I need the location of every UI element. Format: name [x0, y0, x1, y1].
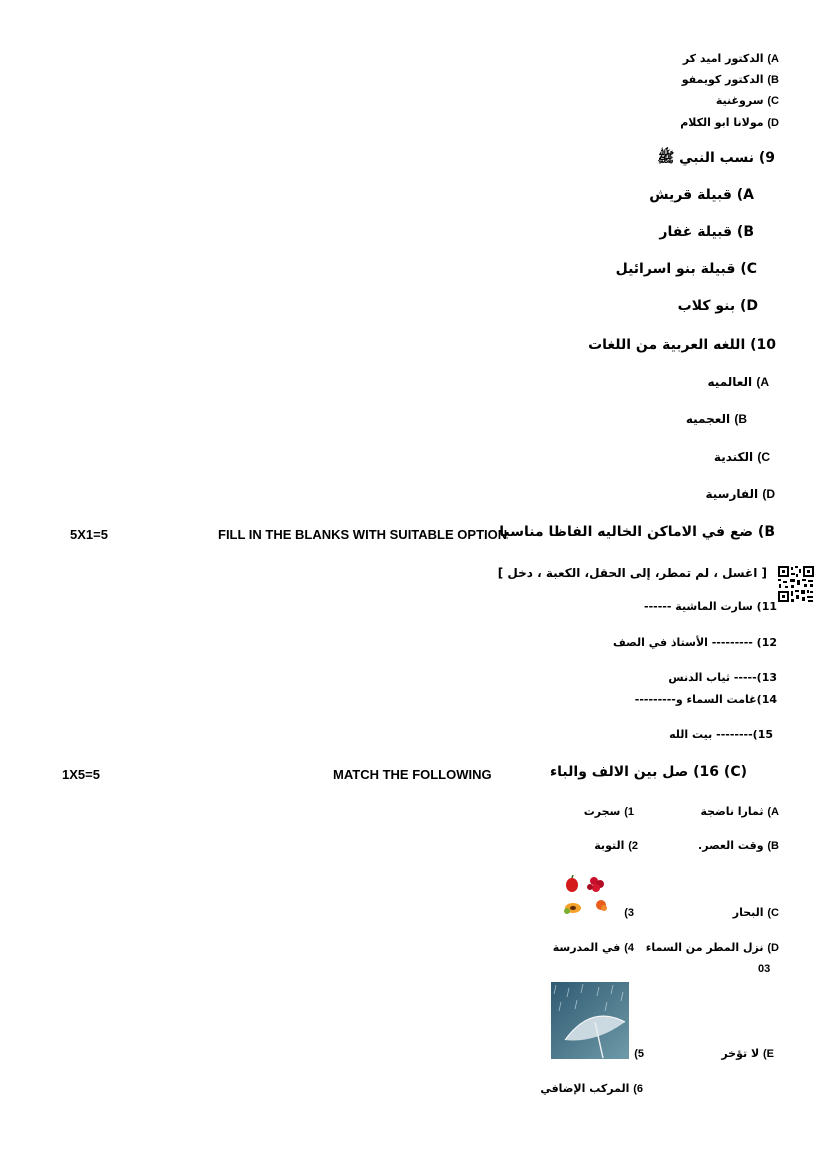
match-text: نزل المطر من السماء — [645, 941, 764, 954]
q9-option-b — [659, 224, 754, 240]
q10-option-d — [705, 487, 775, 501]
match-number: 5) — [634, 1048, 644, 1060]
match-letter: E) — [762, 1048, 774, 1060]
blank-item-15: 15)-------- بيت الله — [669, 728, 773, 741]
page-number: 03 — [758, 963, 771, 975]
fruits-image — [560, 875, 612, 921]
match-letter: A) — [767, 806, 779, 818]
option-letter: B) — [734, 412, 747, 426]
q10-option-c — [714, 450, 770, 464]
option-letter: D) — [762, 487, 775, 501]
match-left-d — [646, 941, 779, 954]
match-text: في المدرسة — [552, 941, 621, 954]
blank-item-12: 12) --------- الأستاذ في الصف — [613, 636, 777, 649]
q9-option-d — [678, 298, 758, 314]
match-text: لا تؤخر — [721, 1047, 760, 1060]
match-text: المركب الإضافي — [540, 1082, 630, 1095]
q8-option-a — [683, 52, 779, 65]
match-right-3 — [624, 906, 634, 919]
match-left-c — [733, 906, 779, 919]
option-letter: C) — [740, 261, 757, 277]
match-text: التوبة — [594, 839, 625, 852]
option-letter: C) — [767, 95, 779, 107]
option-letter: C) — [757, 450, 770, 464]
q9-question: 9) نسب النبي ﷺ — [657, 150, 775, 166]
qr-code-icon — [777, 565, 815, 603]
option-text: الدكتور كويمفو — [681, 73, 764, 86]
option-text: الفارسية — [705, 487, 759, 501]
option-text: العجميه — [685, 412, 731, 426]
q8-option-d — [680, 116, 779, 129]
match-letter: C) — [767, 907, 779, 919]
option-text: الكندية — [713, 450, 754, 464]
option-text: بنو كلاب — [677, 298, 736, 314]
section-title: ضع في الاماكن الخاليه الفاظا مناسبا — [499, 524, 754, 540]
option-text: قبيلة بنو اسرائيل — [615, 261, 736, 277]
match-right-4 — [553, 941, 634, 954]
q10-option-a — [708, 375, 769, 389]
umbrella-rain-image — [551, 982, 629, 1059]
match-right-2 — [594, 839, 638, 852]
q9-option-c — [616, 261, 757, 277]
section-letter: B) — [757, 524, 775, 540]
option-letter: A) — [756, 375, 769, 389]
option-letter: B) — [736, 224, 754, 240]
match-text: ثمارا ناضجة — [700, 805, 764, 818]
section-c-arabic-title: (C) 16) صل بين الالف والباء — [550, 764, 747, 780]
blank-item-13: 13)----- ثياب الدنس — [668, 671, 777, 684]
q8-option-b — [682, 73, 779, 86]
match-right-1 — [584, 805, 634, 818]
q8-option-c — [716, 94, 779, 107]
option-text: العالميه — [707, 375, 753, 389]
option-letter: B) — [767, 74, 779, 86]
match-text: البحار — [732, 906, 764, 919]
match-left-a — [700, 805, 779, 818]
q10-question: 10) اللغه العربية من اللغات — [588, 337, 776, 353]
match-right-6 — [540, 1082, 643, 1095]
section-c-english-title: MATCH THE FOLLOWING — [333, 767, 492, 782]
option-text: مولانا ابو الكلام — [680, 116, 764, 129]
word-bank: [ اغسل ، لم تمطر، إلى الحقل، الكعبة ، دخل ] — [497, 566, 767, 580]
option-letter: A) — [767, 53, 779, 65]
section-b-english-title: FILL IN THE BLANKS WITH SUITABLE OPTION — [218, 527, 508, 542]
match-left-b — [698, 839, 779, 852]
option-text: الدكتور اميد كر — [682, 52, 764, 65]
match-text: سجرت — [583, 805, 621, 818]
match-number: 6) — [633, 1083, 643, 1095]
match-right-5 — [634, 1047, 644, 1060]
option-text: سروغنية — [715, 94, 764, 107]
section-c-marks: 1X5=5 — [62, 767, 100, 782]
blank-item-11: 11) سارت الماشية ------ — [644, 600, 777, 613]
option-letter: D) — [767, 117, 779, 129]
match-number: 4) — [624, 942, 634, 954]
section-b-marks: 5X1=5 — [70, 527, 108, 542]
match-text: وقت العصر. — [698, 839, 764, 852]
match-left-e — [721, 1047, 774, 1060]
q10-option-b — [686, 412, 747, 426]
match-number: 3) — [624, 907, 634, 919]
match-number: 2) — [628, 840, 638, 852]
blank-item-14: 14)غامت السماء و--------- — [634, 693, 777, 706]
option-letter: A) — [736, 187, 754, 203]
match-letter: B) — [767, 840, 779, 852]
option-text: قبيلة غفار — [659, 224, 733, 240]
option-text: قبيلة قريش — [649, 187, 732, 203]
match-letter: D) — [767, 942, 779, 954]
option-letter: D) — [739, 298, 758, 314]
match-number: 1) — [624, 806, 634, 818]
section-b-arabic-title — [499, 524, 775, 540]
q9-option-a — [649, 187, 754, 203]
